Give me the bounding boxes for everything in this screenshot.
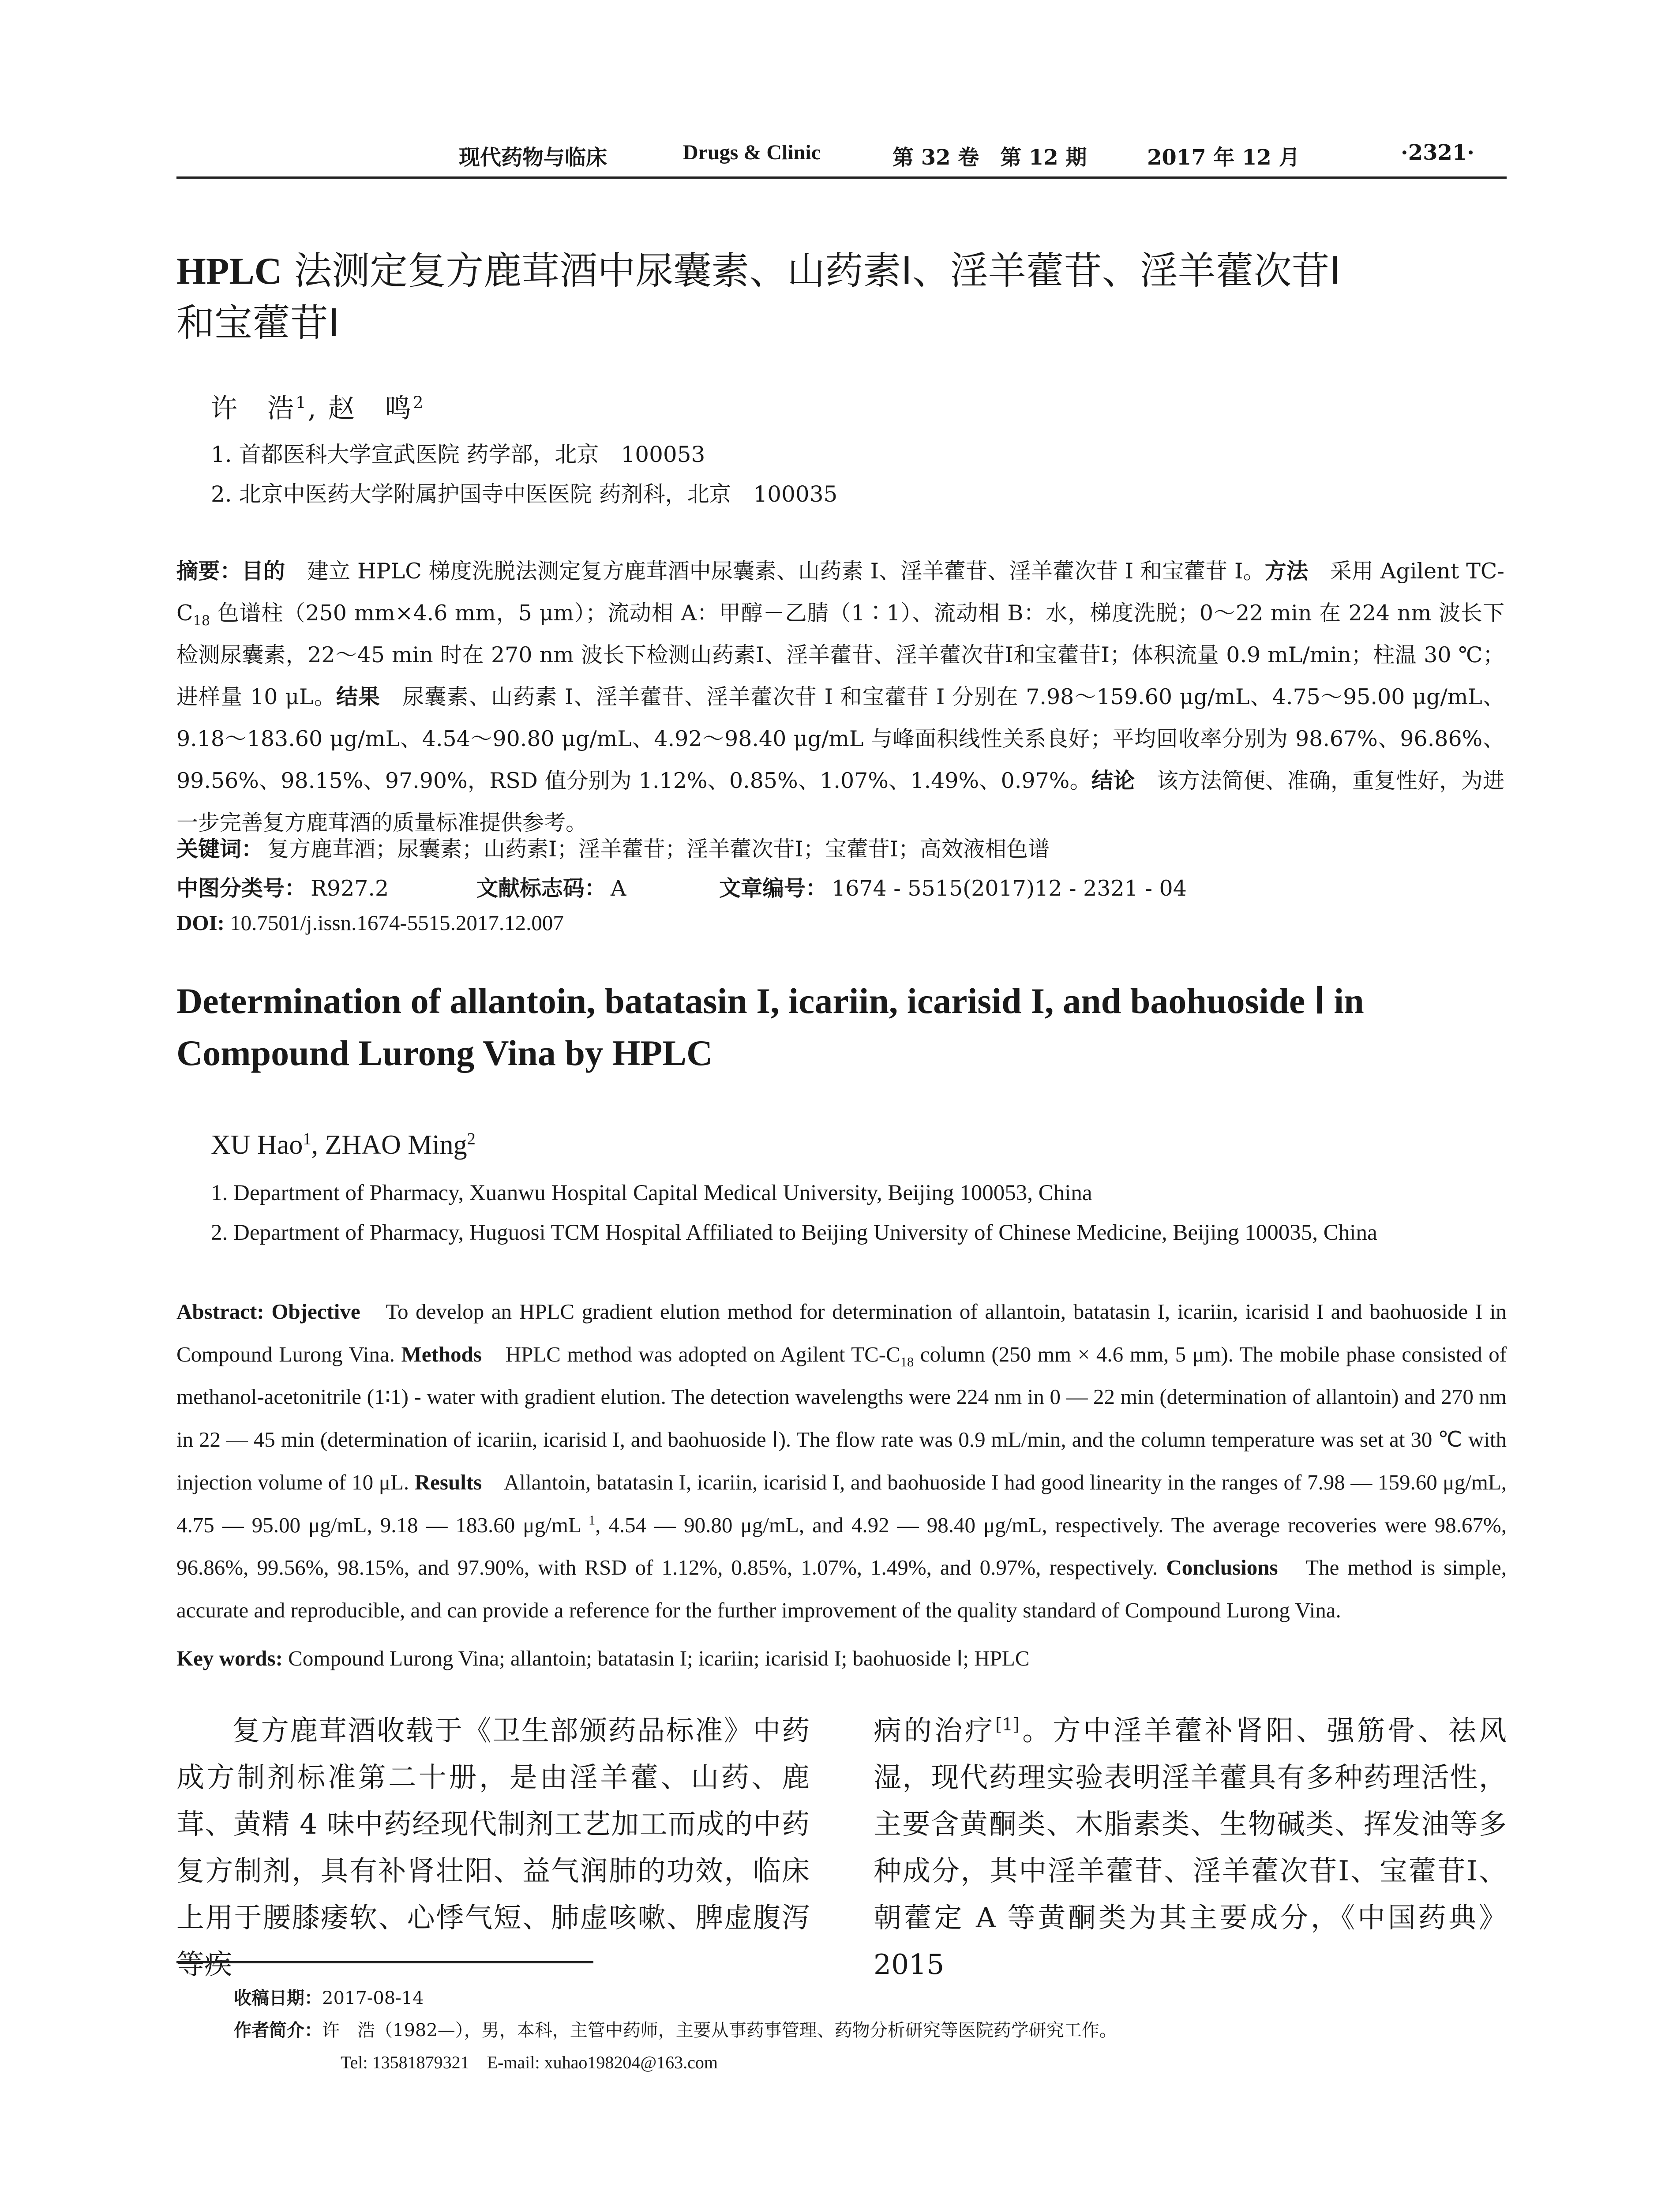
abstract-en (176, 1291, 1507, 1632)
author-cn-2: 赵 鸣 (328, 393, 413, 424)
footnote-received-date: 2017-08-14 (322, 1988, 424, 2008)
running-header (176, 140, 1507, 176)
abstract-cn-label: 摘要： (176, 559, 242, 584)
clc-label: 中图分类号： (176, 876, 307, 901)
footnote-author (234, 2016, 1117, 2041)
footnote-received (234, 1984, 424, 2009)
keywords-en-text: Compound Lurong Vina; allantoin; batatasin I; icariin; icarisid I; baohuoside Ⅰ; HPLC (282, 1646, 1030, 1670)
journal-name-cn: 现代药物与临床 (459, 145, 608, 170)
affiliation-cn-2: 2. 北京中医药大学附属护国寺中医医院 药剂科，北京 100035 (211, 481, 838, 507)
footnote-received-label: 收稿日期： (234, 1988, 322, 2008)
page-number: ·2321· (1401, 140, 1475, 165)
title-cn (176, 245, 1522, 349)
authors-en (211, 1129, 476, 1161)
abstract-en-label: Abstract: (176, 1299, 264, 1324)
abstract-cn (176, 550, 1504, 844)
volume-issue: 第 32 卷 第 12 期 (892, 145, 1087, 170)
author-cn-2-sup: 2 (412, 393, 425, 412)
article-number-value: 1674 - 5515(2017)12 - 2321 - 04 (832, 876, 1187, 901)
keywords-cn-text: 复方鹿茸酒；尿囊素；山药素Ⅰ；淫羊藿苷；淫羊藿次苷Ⅰ；宝藿苷Ⅰ；高效液相色谱 (267, 837, 1050, 862)
keywords-cn (176, 832, 1050, 863)
clc-value: R927.2 (311, 876, 389, 901)
citation-ref-1: [1] (995, 1715, 1020, 1735)
article-number-label: 文章编号： (719, 876, 828, 901)
abstract-cn-result: 尿囊素、山药素 I、淫羊藿苷、淫羊藿次苷 I 和宝藿苷 I 分别在 7.98～159.60 μg/mL、4.75～95.00 μg/mL、9.18～183.60 μg/mL、4.54～90.80 μg/mL、4.92～98.40 μg/mL 与峰面积线性关系良好；平均回收率分别为 98.67%、96.86%、99.56%、98.15%、97.90%，RSD 值分别为 1.12%、0.85%、1.07%、1.49%、0.97%。 (176, 684, 1504, 793)
abstract-cn-conclusion-label: 结论 (1091, 768, 1135, 793)
abstract-en-result-b: , 4.54 — 90.80 μg/mL, and 4.92 — 98.40 μg/mL, respectively. The average recoveries were 98.67%, 96.86%, 99.56%, 98.15%, and 97.90%, with RSD of 1.12%, 0.85%, 1.07%, 1.49%, and 0.97%, respectively. (176, 1512, 1507, 1580)
abstract-cn-objective: 建立 HPLC 梯度洗脱法测定复方鹿茸酒中尿囊素、山药素 I、淫羊藿苷、淫羊藿次苷 I 和宝藿苷 I。 (285, 559, 1265, 584)
author-en-2-sup: 2 (467, 1129, 476, 1148)
keywords-en-label: Key words: (176, 1646, 283, 1670)
keywords-en (176, 1646, 1030, 1671)
affiliation-cn-1: 1. 首都医科大学宣武医院 药学部，北京 100053 (211, 442, 705, 467)
author-cn-1: 许 浩 (211, 393, 296, 424)
doi-label: DOI: (176, 911, 225, 935)
footnote-rule (176, 1961, 593, 1963)
abstract-en-objective-label: Objective (264, 1299, 360, 1324)
abstract-cn-result-label: 结果 (336, 684, 381, 709)
affiliation-en-1: 1. Department of Pharmacy, Xuanwu Hospital Capital Medical University, Beijing 100053, China (211, 1181, 1092, 1205)
abstract-en-method-sub: 18 (900, 1354, 914, 1369)
footnote-contact: Tel: 13581879321 E-mail: xuhao198204@163.com (341, 2052, 718, 2072)
author-en-sep: , (311, 1130, 325, 1160)
title-en-line2: Compound Lurong Vina by HPLC (176, 1033, 713, 1073)
journal-name-en: Drugs & Clinic (683, 141, 821, 164)
article-number-line (719, 871, 1187, 902)
affiliation-en-2: 2. Department of Pharmacy, Huguosi TCM Hospital Affiliated to Beijing University of Chinese Medicine, Beijing 100035, China (211, 1220, 1377, 1245)
title-en (176, 975, 1522, 1079)
title-cn-line2: 和宝藿苷Ⅰ (176, 301, 340, 345)
doi-line (176, 910, 564, 935)
doi-value: 10.7501/j.issn.1674-5515.2017.12.007 (224, 911, 564, 935)
abstract-en-result-label: Results (414, 1470, 482, 1494)
doc-code-value: A (611, 876, 626, 901)
title-cn-line1: 法测定复方鹿茸酒中尿囊素、山药素Ⅰ、淫羊藿苷、淫羊藿次苷Ⅰ (281, 249, 1341, 293)
issue-date: 2017 年 12 月 (1147, 145, 1300, 170)
abstract-cn-method-sub: 18 (193, 613, 210, 629)
footnote-author-bio: 许 浩（1982—），男，本科，主管中药师，主要从事药事管理、药物分析研究等医院药学研究工作。 (322, 2020, 1117, 2041)
abstract-en-conclusion: The method is simple, accurate and reproducible, and can provide a reference for the further improvement of the quality standard of Compound Lurong Vina. (176, 1555, 1507, 1622)
abstract-en-result-a: Allantoin, batatasin I, icariin, icarisid I, and baohuoside I had good linearity in the ranges of 7.98 — 159.60 μg/mL, 4.75 — 95.00 μg/mL, 9.18 — 183.60 μg/mL (176, 1470, 1507, 1537)
abstract-cn-method-label: 方法 (1264, 559, 1309, 584)
author-en-1-sup: 1 (303, 1129, 311, 1148)
doc-code-label: 文献标志码： (476, 876, 607, 901)
author-en-2: ZHAO Ming (325, 1130, 467, 1160)
abstract-cn-conclusion: 该方法简便、准确，重复性好，为进一步完善复方鹿茸酒的质量标准提供参考。 (176, 768, 1504, 835)
doc-code-line (476, 871, 626, 902)
body-column-left: 复方鹿茸酒收载于《卫生部颁药品标准》中药成方制剂标准第二十册，是由淫羊藿、山药、鹿茸、黄精 4 味中药经现代制剂工艺加工而成的中药复方制剂，具有补肾壮阳、益气润肺的功效，临床上用于腰膝痿软、心悸气短、肺虚咳嗽、脾虚腹泻等疾 (176, 1715, 810, 1981)
abstract-cn-objective-label: 目的 (241, 559, 285, 584)
body-column-right (874, 1707, 1507, 1988)
abstract-en-method-b: column (250 mm × 4.6 mm, 5 μm). The mobile phase consisted of methanol-acetonitrile (1∶1) - water with gradient elution. The detection wavelengths were 224 nm in 0 — 22 min (determination of allantoin) and 270 nm in 22 — 45 min (determination of icariin, icarisid I, and baohuoside Ⅰ). The flow rate was 0.9 mL/min, and the column temperature was set at 30 ℃ with injection volume of 10 μL. (176, 1342, 1507, 1494)
body-right-a: 病的治疗 (874, 1715, 995, 1747)
authors-cn (211, 387, 425, 425)
abstract-en-result-sup: 1 (588, 1512, 596, 1528)
keywords-cn-label: 关键词： (176, 837, 263, 862)
abstract-en-conclusion-label: Conclusions (1166, 1555, 1278, 1580)
abstract-en-method-label: Methods (401, 1342, 482, 1366)
abstract-cn-method-b: 色谱柱（250 mm×4.6 mm，5 μm）；流动相 A：甲醇－乙腈（1∶1）、流动相 B：水，梯度洗脱；0～22 min 在 224 nm 波长下检测尿囊素，22～45 min 时在 270 nm 波长下检测山药素Ⅰ、淫羊藿苷、淫羊藿次苷Ⅰ和宝藿苷Ⅰ；体积流量 0.9 mL/min；柱温 30 ℃；进样量 10 μL。 (176, 600, 1504, 709)
abstract-en-method-a: HPLC method was adopted on Agilent TC-C (481, 1342, 900, 1366)
author-cn-sep: , (308, 393, 328, 424)
author-cn-1-sup: 1 (296, 393, 308, 412)
header-rule (176, 176, 1507, 179)
classification-line (176, 871, 389, 902)
abstract-en-objective: To develop an HPLC gradient elution method for determination of allantoin, batatasin I, icariin, icarisid I and baohuoside I in Compound Lurong Vina. (176, 1299, 1507, 1366)
title-cn-lead: HPLC (176, 250, 282, 292)
body-right-b: 。方中淫羊藿补肾阳、强筋骨、祛风湿，现代药理实验表明淫羊藿具有多种药理活性，主要含黄酮类、木脂素类、生物碱类、挥发油等多种成分，其中淫羊藿苷、淫羊藿次苷Ⅰ、宝藿苷Ⅰ、朝藿定 A 等黄酮类为其主要成分，《中国药典》2015 (874, 1715, 1507, 1981)
footnote-author-label: 作者简介： (234, 2020, 322, 2041)
abstract-cn-method-a: 采用 Agilent TC-C (176, 559, 1504, 626)
title-en-line1: Determination of allantoin, batatasin I, icariin, icarisid I, and baohuoside Ⅰ in (176, 981, 1364, 1021)
author-en-1: XU Hao (211, 1130, 303, 1160)
